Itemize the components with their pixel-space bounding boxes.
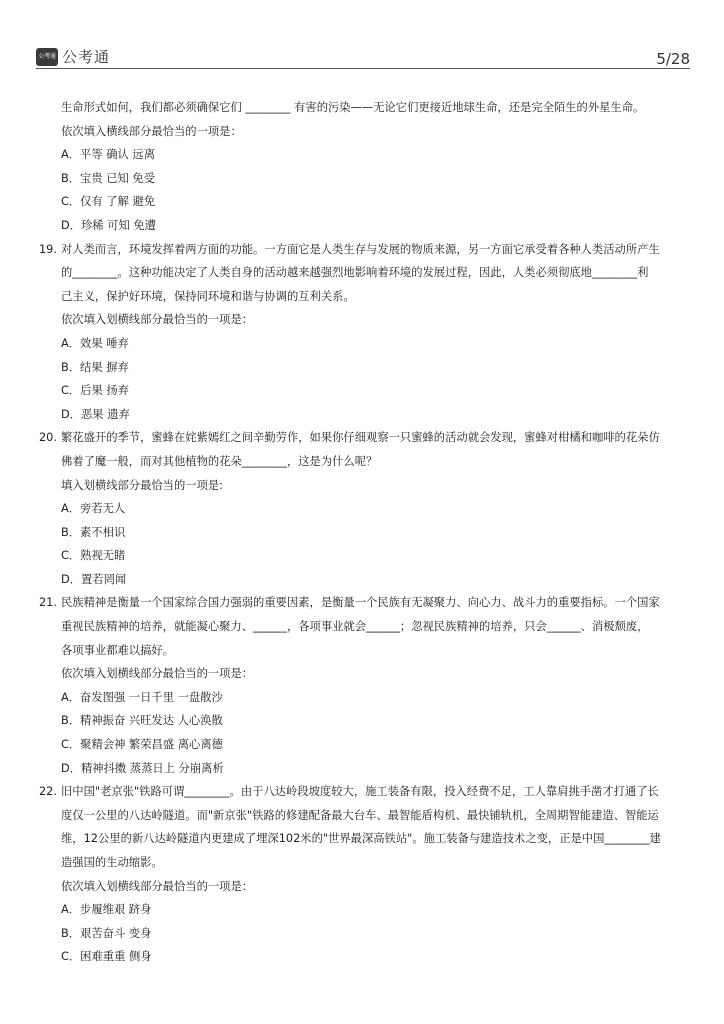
option-b: B．精神振奋 兴旺发达 人心涣散	[61, 714, 223, 728]
option-b: B．宝贵 已知 免受	[61, 171, 156, 185]
question-prompt: 依次填入横线部分最恰当的一项是：	[61, 124, 242, 138]
question-number: 19.	[39, 242, 57, 256]
question-text-line: 维，12公里的新八达岭隧道内更建成了埋深102米的"世界最深高铁站"。施工装备与建造技术之变，正是中国________建	[61, 832, 661, 846]
option-a: A．平等 确认 远离	[61, 148, 155, 162]
option-a: A．步履维艰 跻身	[61, 903, 152, 917]
option-a: A．效果 唾弃	[61, 336, 129, 350]
question-number: 20.	[39, 431, 57, 445]
option-b: B．素不相识	[61, 525, 126, 539]
question-prompt: 填入划横线部分最恰当的一项是:	[61, 478, 223, 492]
page-header	[36, 42, 690, 70]
option-d: D．恶果 遗弃	[61, 407, 130, 421]
question-prompt: 依次填入划横线部分最恰当的一项是：	[61, 879, 254, 893]
question-prompt: 依次填入划横线部分最恰当的一项是：	[61, 667, 254, 681]
question-text-line: 的________。这种功能决定了人类自身的活动越来越强烈地影响着环境的发展过程，因此，人类必须彻底地________利	[61, 266, 649, 280]
option-c: C．聚精会神 繁荣昌盛 离心离德	[61, 738, 223, 752]
option-c: C．熟视无睹	[61, 549, 126, 563]
question-text: 旧中国"老京张"铁路可谓________。由于八达岭段坡度较大，施工装备有限，投入经费不足，工人靠肩挑手凿才打通了长	[61, 785, 659, 799]
question-text: 繁花盛开的季节，蜜蜂在姹紫嫣红之间辛勤劳作，如果你仔细观察一只蜜蜂的活动就会发现，蜜蜂对柑橘和咖啡的花朵仿	[61, 431, 660, 445]
option-a: A．奋发图强 一日千里 一盘散沙	[61, 690, 223, 704]
option-b: B．艰苦奋斗 变身	[61, 926, 152, 940]
logo-badge-icon: 公考通	[36, 48, 58, 66]
option-d: D．精神抖擞 蒸蒸日上 分崩离析	[61, 761, 224, 775]
question-text: 对人类而言，环境发挥着两方面的功能。一方面它是人类生存与发展的物质来源，另一方面它承受着各种人类活动所产生	[61, 242, 660, 256]
question-text-line: 各项事业都难以搞好。	[61, 643, 174, 657]
document-body	[36, 96, 690, 969]
question-prompt: 依次填入划横线部分最恰当的一项是：	[61, 313, 254, 327]
question-number: 21.	[39, 596, 57, 610]
question-text-line: 佛着了魔一般，而对其他植物的花朵________，这是为什么呢？	[61, 454, 378, 468]
question-text: 民族精神是衡量一个国家综合国力强弱的重要因素，是衡量一个民族有无凝聚力、向心力、战斗力的重要指标。一个国家	[61, 596, 660, 610]
option-c: C．后果 扬弃	[61, 384, 129, 398]
question-20-line-1	[36, 426, 690, 450]
question-text-line: 重视民族精神的培养，就能凝心聚力、______，各项事业就会______；忽视民族精神的培养，只会______、消极颓废，	[61, 620, 649, 634]
option-d: D．置若罔闻	[61, 572, 127, 586]
header-divider	[36, 68, 690, 69]
question-text-line: 生命形式如何，我们都必须确保它们 ________ 有害的污染——无论它们更接近地球生命，还是完全陌生的外星生命。	[61, 101, 645, 114]
question-21-line-1	[36, 591, 690, 615]
question-text-line: 造强国的生动缩影。	[61, 856, 163, 869]
option-d: D．珍稀 可知 免遭	[61, 218, 156, 232]
question-19-line-1	[36, 238, 690, 262]
option-b: B．结果 摒弃	[61, 360, 129, 374]
option-c: C．困难重重 侧身	[61, 950, 152, 964]
question-22-line-1	[36, 780, 690, 804]
question-number: 22.	[39, 785, 57, 799]
page-number: 5/28	[656, 50, 690, 68]
question-text-line: 度仅一公里的八达岭隧道。而"新京张"铁路的修建配备最大台车、最智能盾构机、最快铺轨机，全周期智能建造、智能运	[61, 808, 659, 822]
brand-logo	[36, 46, 110, 67]
option-a: A．旁若无人	[61, 502, 126, 516]
logo-text: 公考通	[62, 48, 111, 66]
question-text-line: 己主义，保护好环境，保持同环境和谐与协调的互利关系。	[61, 289, 355, 303]
option-c: C．仅有 了解 避免	[61, 195, 156, 209]
